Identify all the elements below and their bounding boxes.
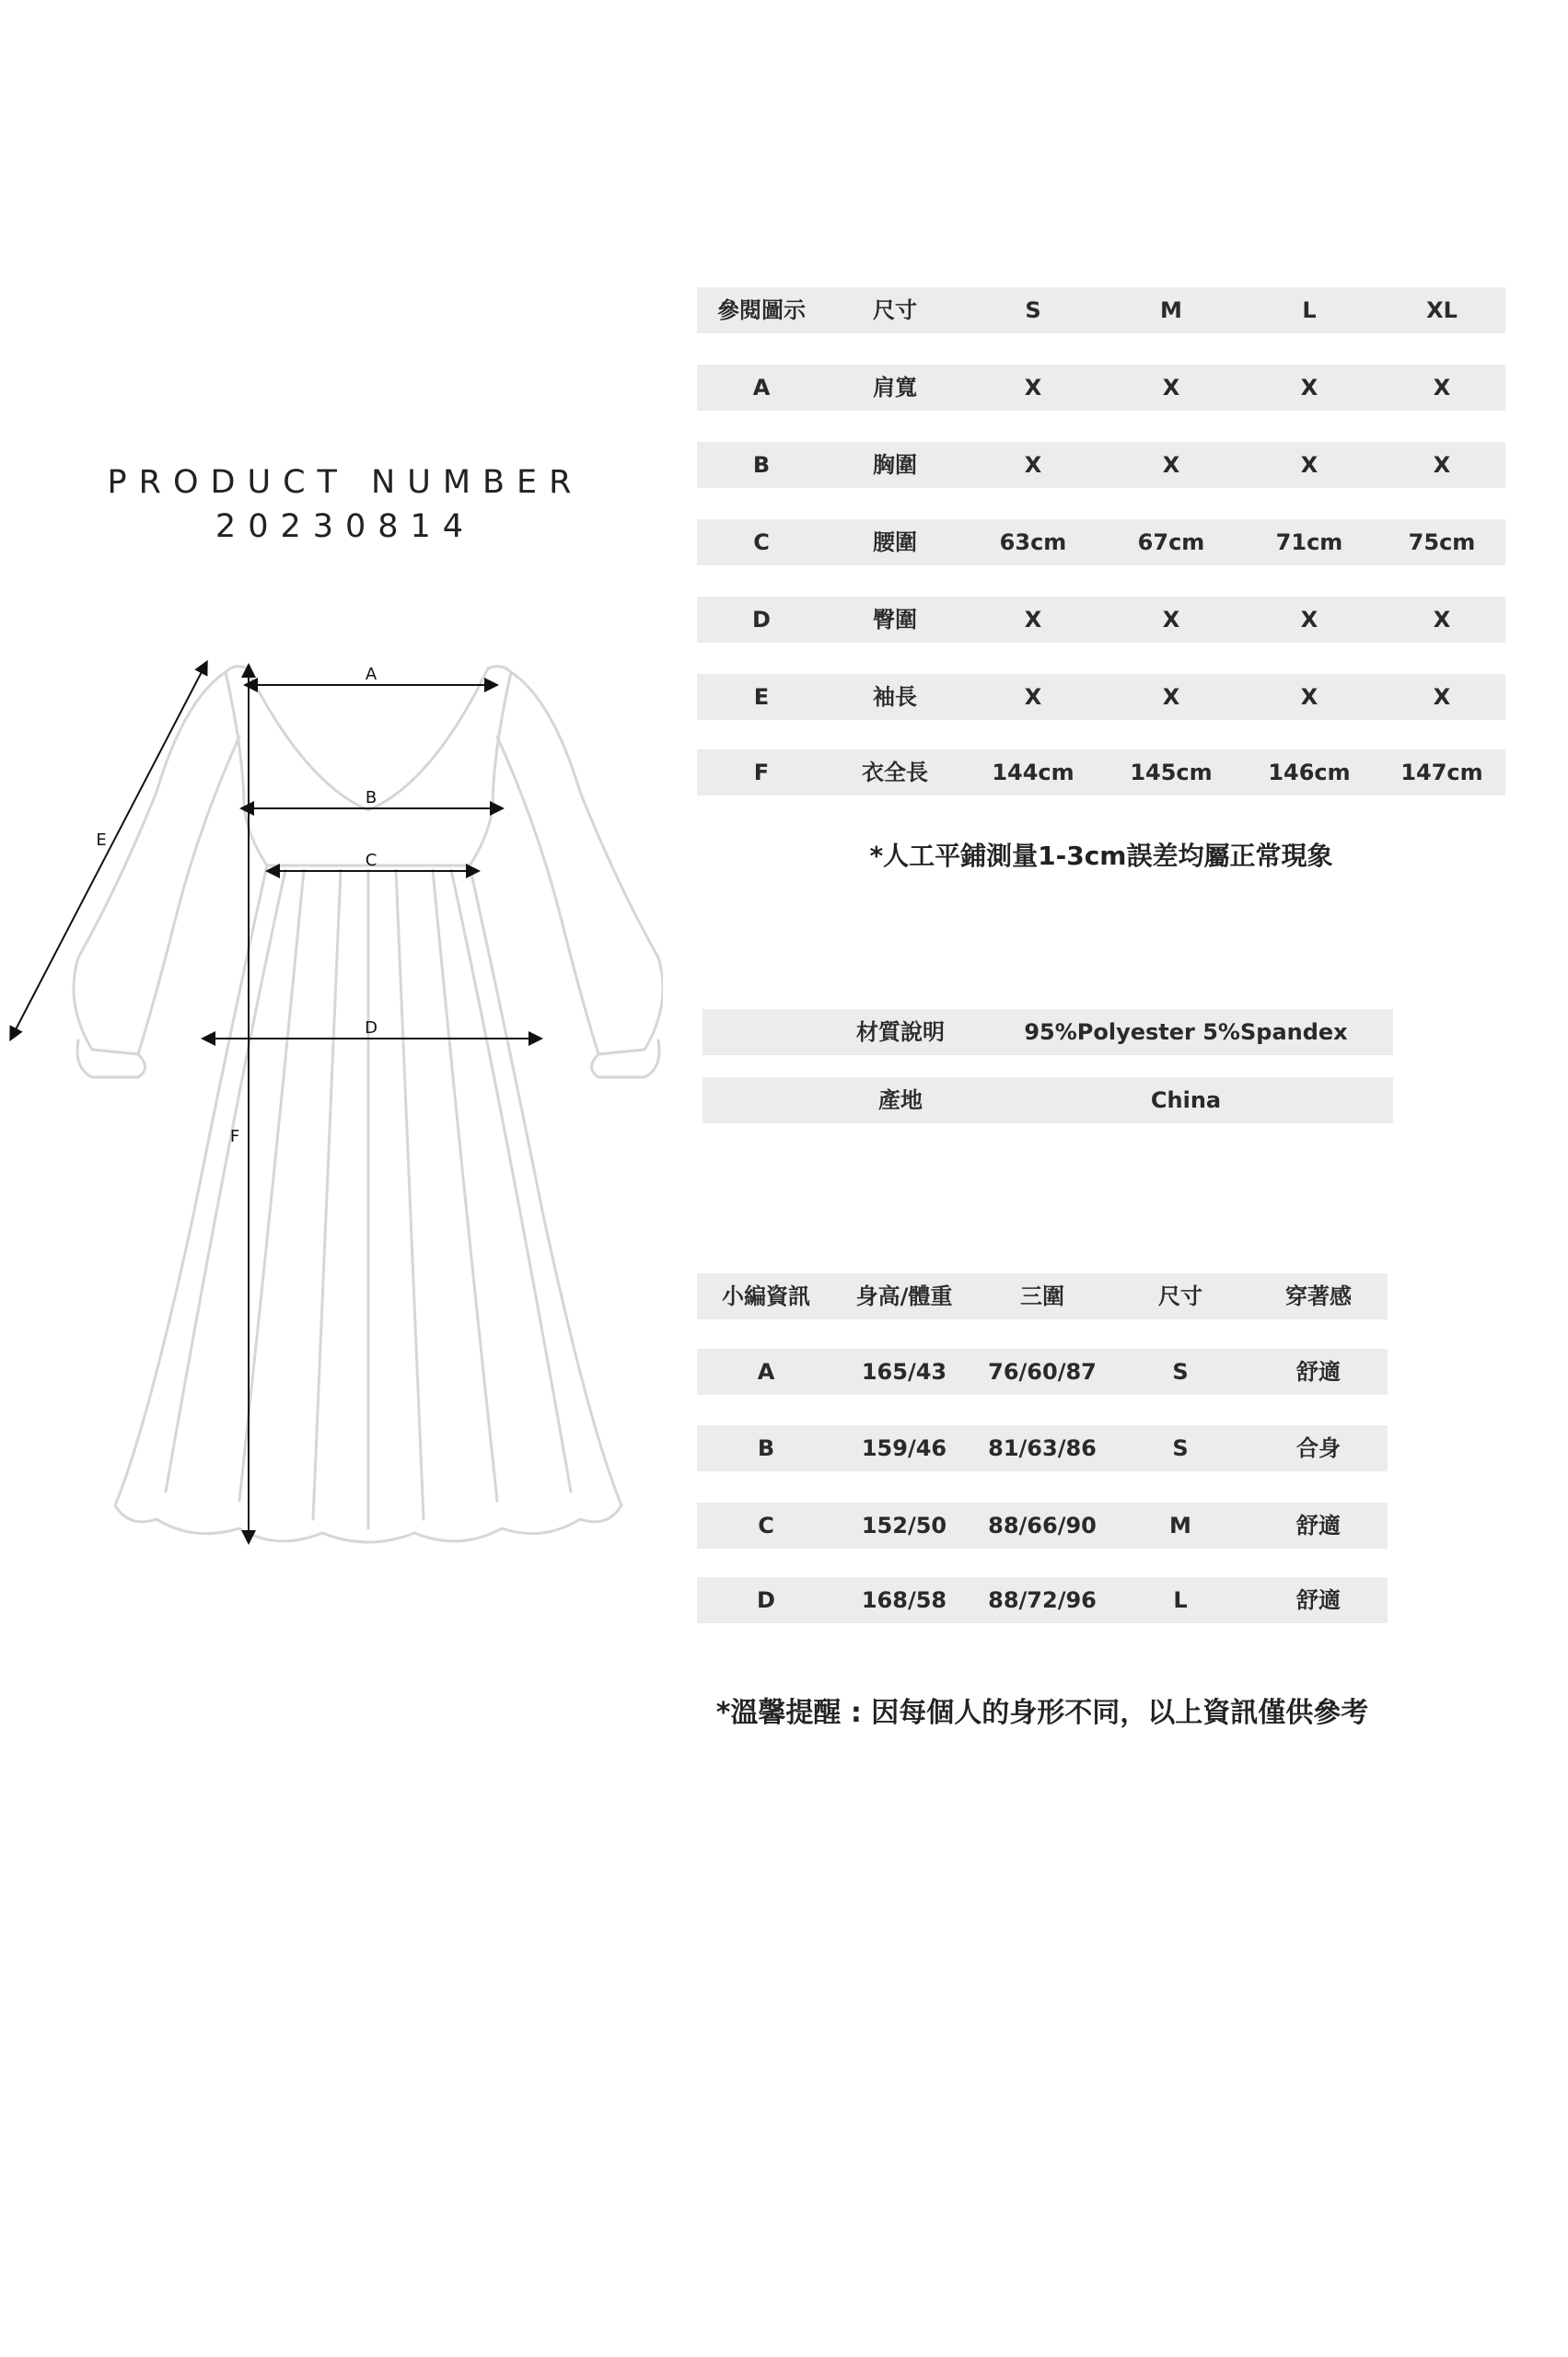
header-cell: 身高/體重: [855, 1283, 953, 1309]
table-row: [697, 1425, 1388, 1471]
table-cell: X: [1024, 375, 1042, 401]
table-cell: X: [1162, 607, 1180, 633]
product-number-value: 20230814: [215, 508, 476, 545]
table-cell: M: [1169, 1513, 1191, 1538]
table-cell: 159/46: [861, 1435, 947, 1461]
header-cell: XL: [1426, 297, 1458, 323]
table-cell: X: [1300, 375, 1318, 401]
table-cell: 146cm: [1268, 760, 1351, 785]
table-cell: X: [1433, 375, 1451, 401]
size-table-header: [697, 287, 1505, 333]
label-e: E: [96, 830, 107, 850]
table-cell: 88/66/90: [988, 1513, 1097, 1538]
table-cell: C: [753, 529, 770, 555]
staff-table-header: [697, 1273, 1388, 1319]
table-cell: X: [1433, 684, 1451, 710]
material-label: 材質說明: [856, 1019, 945, 1045]
label-f: F: [229, 1127, 240, 1146]
table-cell: X: [1300, 452, 1318, 478]
table-cell: X: [1162, 452, 1180, 478]
table-cell: 75cm: [1408, 529, 1476, 555]
material-table: [703, 1009, 1393, 1127]
measurement-note: *人工平鋪測量1-3cm誤差均屬正常現象: [869, 841, 1333, 871]
table-cell: X: [1162, 684, 1180, 710]
table-cell: 肩寬: [873, 375, 917, 401]
table-cell: X: [1300, 684, 1318, 710]
table-cell: X: [1433, 452, 1451, 478]
table-row: [697, 597, 1505, 643]
size-table: [697, 287, 1505, 803]
table-cell: 147cm: [1400, 760, 1483, 785]
table-cell: 衣全長: [862, 760, 928, 785]
table-cell: E: [753, 684, 770, 710]
table-row: [697, 1577, 1388, 1623]
table-cell: 袖長: [873, 684, 917, 710]
label-b: B: [365, 788, 377, 807]
table-cell: A: [752, 375, 771, 401]
table-row: [697, 674, 1505, 720]
table-cell: 71cm: [1275, 529, 1343, 555]
table-row: [703, 1077, 1393, 1123]
header-cell: 穿著感: [1285, 1283, 1352, 1309]
header-cell: M: [1160, 297, 1182, 323]
material-value: 95%Polyester 5%Spandex: [1024, 1019, 1348, 1045]
table-cell: B: [752, 452, 771, 478]
table-cell: 152/50: [861, 1513, 947, 1538]
table-cell: S: [1172, 1435, 1189, 1461]
label-a: A: [365, 665, 377, 684]
table-cell: 舒適: [1296, 1587, 1341, 1613]
reminder-note: *溫馨提醒 : 因每個人的身形不同，以上資訊僅供參考: [715, 1697, 1369, 1729]
table-cell: 144cm: [992, 760, 1074, 785]
product-number: [87, 460, 603, 549]
product-number-title: PRODUCT NUMBER: [107, 464, 584, 501]
label-d: D: [365, 1018, 377, 1038]
label-c: C: [365, 851, 377, 870]
measurement-lines: [13, 667, 536, 1538]
header-cell: 尺寸: [873, 297, 917, 323]
table-cell: 168/58: [861, 1587, 947, 1613]
table-row: [697, 1349, 1388, 1395]
table-cell: 145cm: [1130, 760, 1213, 785]
table-cell: X: [1162, 375, 1180, 401]
table-cell: X: [1024, 684, 1042, 710]
table-cell: 88/72/96: [988, 1587, 1097, 1613]
table-cell: D: [757, 1587, 775, 1613]
table-cell: X: [1024, 452, 1042, 478]
header-cell: S: [1025, 297, 1041, 323]
header-cell: 小編資訊: [722, 1283, 810, 1309]
table-row: [697, 1503, 1388, 1549]
table-cell: 腰圍: [873, 529, 917, 555]
table-cell: 76/60/87: [988, 1359, 1097, 1385]
table-cell: L: [1173, 1587, 1188, 1613]
origin-value: China: [1150, 1087, 1222, 1113]
dress-diagram: [0, 644, 663, 1547]
origin-label: 產地: [878, 1087, 923, 1113]
table-cell: 舒適: [1296, 1513, 1341, 1538]
table-cell: 臀圍: [873, 607, 917, 633]
table-cell: 165/43: [861, 1359, 947, 1385]
staff-table: [697, 1273, 1388, 1623]
table-row: [697, 365, 1505, 411]
table-cell: 舒適: [1296, 1359, 1341, 1385]
table-row: [697, 749, 1505, 795]
table-row: [697, 519, 1505, 565]
table-cell: C: [758, 1513, 774, 1538]
table-cell: D: [752, 607, 771, 633]
table-row: [703, 1009, 1393, 1055]
header-cell: 參閱圖示: [717, 297, 806, 323]
table-cell: X: [1300, 607, 1318, 633]
table-cell: X: [1433, 607, 1451, 633]
table-cell: 胸圍: [873, 452, 917, 478]
table-cell: F: [753, 760, 770, 785]
table-cell: B: [757, 1435, 775, 1461]
table-cell: A: [757, 1359, 775, 1385]
table-row: [697, 442, 1505, 488]
table-cell: S: [1172, 1359, 1189, 1385]
table-cell: 81/63/86: [988, 1435, 1097, 1461]
header-cell: L: [1302, 297, 1317, 323]
table-cell: X: [1024, 607, 1042, 633]
table-cell: 67cm: [1137, 529, 1205, 555]
table-cell: 63cm: [999, 529, 1067, 555]
header-cell: 三圍: [1020, 1283, 1064, 1309]
table-cell: 合身: [1296, 1435, 1341, 1461]
header-cell: 尺寸: [1158, 1283, 1202, 1309]
